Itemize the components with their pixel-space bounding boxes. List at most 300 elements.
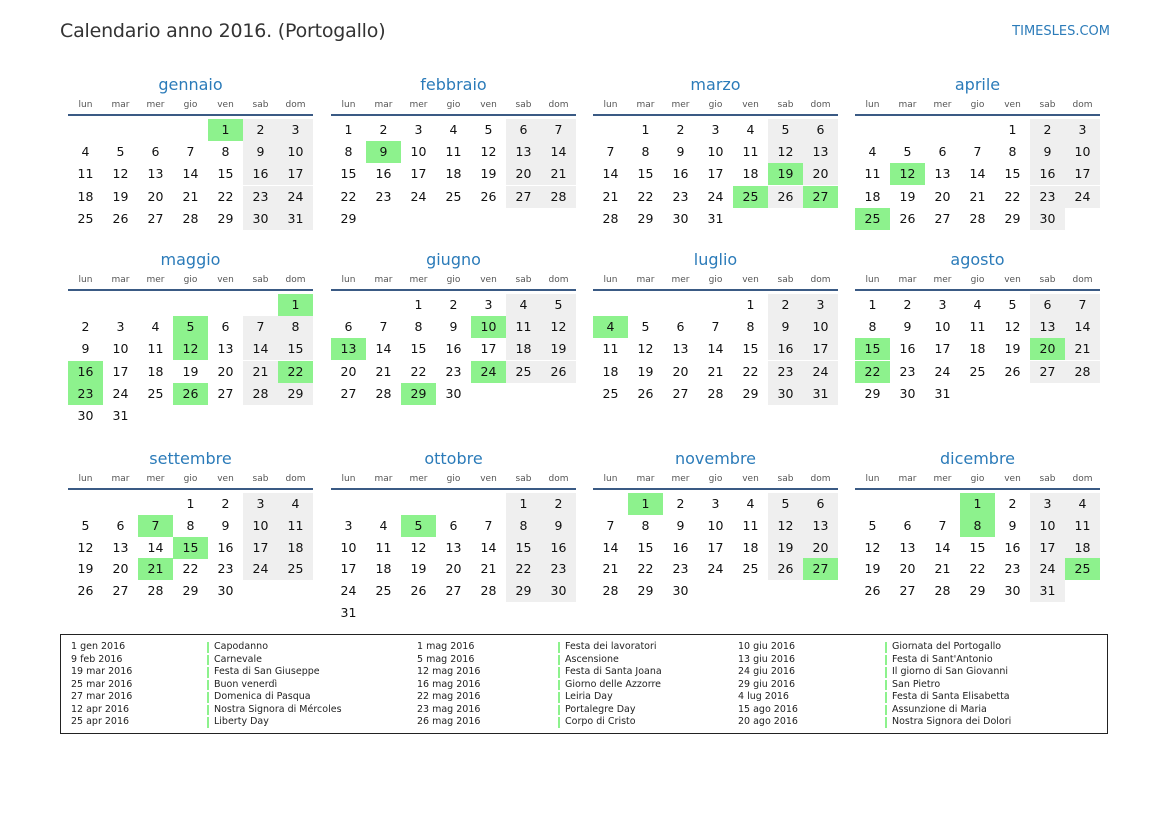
- day-cell: 31: [112, 408, 129, 423]
- day-cell: 17: [340, 561, 357, 577]
- legend-row: [61, 666, 1101, 679]
- day-cell: 6: [676, 319, 685, 335]
- day-cell: 16: [672, 539, 689, 555]
- day-cell: 10: [278, 141, 313, 163]
- day-cell: 14: [602, 166, 619, 182]
- day-cell: 25: [855, 208, 890, 230]
- month-divider: [855, 289, 1100, 291]
- day-cell: 23: [217, 561, 234, 577]
- day-cell: 18: [864, 188, 881, 204]
- day-cell: 2: [449, 297, 458, 312]
- day-cell: 14: [375, 341, 392, 357]
- day-cell: 28: [375, 385, 392, 401]
- day-cell: 27: [899, 583, 916, 599]
- day-cell: 2: [768, 294, 803, 316]
- holiday-legend: [60, 634, 1108, 734]
- legend-row: [61, 716, 1101, 729]
- day-cell: 1: [746, 297, 755, 312]
- day-cell: 17: [112, 363, 129, 379]
- day-cell: 29: [340, 210, 357, 226]
- day-cell: 24: [410, 188, 427, 204]
- day-cell: 4: [151, 319, 160, 335]
- day-cell: 18: [742, 539, 759, 555]
- day-cell: 27: [803, 186, 838, 208]
- day-cell: 13: [217, 341, 234, 357]
- weekday-label: lun: [341, 100, 356, 110]
- day-cell: 15: [637, 166, 654, 182]
- day-cell: 9: [81, 341, 90, 357]
- day-cell: 21: [602, 561, 619, 577]
- holiday-name: Giornata del Portogallo: [892, 641, 1002, 652]
- day-cell: 9: [1030, 141, 1065, 163]
- day-cell: 24: [112, 385, 129, 401]
- day-cell: 6: [221, 319, 230, 335]
- day-cell: 9: [243, 141, 278, 163]
- weekday-label: ven: [1004, 474, 1021, 484]
- holiday-name: Liberty Day: [214, 716, 269, 727]
- legend-column: [61, 641, 1101, 729]
- site-link[interactable]: TIMESLES.COM: [1012, 24, 1110, 39]
- day-cell: 3: [116, 319, 125, 335]
- day-cell: 10: [410, 144, 427, 160]
- day-cell: 9: [676, 144, 685, 160]
- day-cell: 7: [606, 517, 615, 533]
- day-cell: 10: [934, 319, 951, 335]
- day-cell: 6: [506, 119, 541, 141]
- day-cell: 27: [803, 558, 838, 580]
- day-cell: 23: [899, 363, 916, 379]
- day-cell: 10: [1065, 141, 1100, 163]
- day-cell: 27: [340, 385, 357, 401]
- day-cell: 27: [1030, 361, 1065, 383]
- day-cell: 12: [480, 144, 497, 160]
- month-divider: [855, 114, 1100, 116]
- weekday-label: mar: [111, 100, 130, 110]
- day-cell: 5: [903, 144, 912, 160]
- day-cell: 27: [112, 583, 129, 599]
- day-cell: 28: [541, 186, 576, 208]
- day-cell: 12: [1004, 319, 1021, 335]
- day-cell: 2: [81, 319, 90, 335]
- day-cell: 9: [676, 517, 685, 533]
- holiday-name: Festa di Sant'Antonio: [892, 653, 993, 665]
- day-cell: 14: [1065, 316, 1100, 338]
- day-cell: 10: [471, 316, 506, 338]
- weekday-label: ven: [480, 100, 497, 110]
- day-cell: 8: [641, 144, 650, 160]
- day-cell: 7: [606, 144, 615, 160]
- day-cell: 19: [1004, 341, 1021, 357]
- month-divider: [68, 488, 313, 490]
- day-cell: 1: [1008, 122, 1017, 137]
- day-cell: 1: [344, 122, 353, 137]
- weekday-label: mar: [898, 474, 917, 484]
- day-cell: 17: [410, 166, 427, 182]
- holiday-date: 20 ago 2016: [738, 716, 798, 727]
- weekday-label: ven: [1004, 275, 1021, 285]
- weekday-label: ven: [217, 275, 234, 285]
- day-cell: 24: [340, 583, 357, 599]
- day-cell: 2: [676, 122, 685, 137]
- day-cell: 10: [803, 316, 838, 338]
- day-cell: 5: [81, 517, 90, 533]
- legend-row: [61, 704, 1101, 717]
- holiday-name: San Pietro: [892, 678, 941, 690]
- weekday-label: mar: [374, 275, 393, 285]
- day-cell: 30: [899, 385, 916, 401]
- day-cell: 24: [471, 361, 506, 383]
- month-divider: [593, 114, 838, 116]
- day-cell: 23: [1004, 561, 1021, 577]
- weekday-label: lun: [341, 474, 356, 484]
- day-cell: 11: [278, 515, 313, 537]
- weekday-label: mer: [671, 275, 690, 285]
- day-cell: 19: [899, 188, 916, 204]
- day-cell: 18: [375, 561, 392, 577]
- day-cell: 29: [742, 385, 759, 401]
- weekday-label: gio: [708, 275, 723, 285]
- weekday-label: lun: [865, 275, 880, 285]
- day-cell: 10: [112, 341, 129, 357]
- day-cell: 2: [1030, 119, 1065, 141]
- day-cell: 24: [934, 363, 951, 379]
- day-cell: 18: [77, 188, 94, 204]
- weekday-label: lun: [78, 474, 93, 484]
- day-cell: 17: [934, 341, 951, 357]
- day-cell: 28: [602, 583, 619, 599]
- holiday-name: Festa di Santa Joana: [565, 666, 662, 677]
- day-cell: 9: [221, 517, 230, 533]
- day-cell: 11: [742, 517, 759, 533]
- weekday-label: mar: [636, 474, 655, 484]
- holiday-name: Buon venerdì: [214, 678, 278, 690]
- day-cell: 4: [81, 144, 90, 160]
- day-cell: 5: [173, 316, 208, 338]
- day-cell: 5: [768, 119, 803, 141]
- day-cell: 24: [707, 561, 724, 577]
- weekday-label: mar: [374, 100, 393, 110]
- day-cell: 13: [1030, 316, 1065, 338]
- month-divider: [331, 114, 576, 116]
- weekday-label: mar: [636, 100, 655, 110]
- holiday-name: Nostra Signora dei Dolori: [892, 716, 1012, 727]
- day-cell: 10: [707, 517, 724, 533]
- holiday-date: 24 giu 2016: [738, 666, 795, 677]
- weekday-label: sab: [777, 100, 794, 110]
- weekday-label: dom: [548, 474, 569, 484]
- weekday-label: lun: [865, 100, 880, 110]
- weekday-label: gio: [708, 100, 723, 110]
- day-cell: 18: [742, 166, 759, 182]
- day-cell: 15: [506, 537, 541, 559]
- day-cell: 14: [707, 341, 724, 357]
- day-cell: 27: [506, 186, 541, 208]
- day-cell: 19: [77, 561, 94, 577]
- day-cell: 10: [243, 515, 278, 537]
- day-cell: 28: [1065, 361, 1100, 383]
- month-calendar: [593, 448, 838, 648]
- day-cell: 8: [746, 319, 755, 335]
- day-cell: 25: [375, 583, 392, 599]
- holiday-date: 1 gen 2016: [71, 641, 126, 652]
- day-cell: 4: [746, 122, 755, 137]
- weekday-label: lun: [78, 100, 93, 110]
- day-cell: 7: [379, 319, 388, 335]
- day-cell: 23: [672, 188, 689, 204]
- holiday-date: 29 giu 2016: [738, 678, 795, 690]
- day-cell: 23: [541, 558, 576, 580]
- day-cell: 22: [742, 363, 759, 379]
- weekday-label: sab: [777, 474, 794, 484]
- day-cell: 23: [1030, 186, 1065, 208]
- weekday-label: mer: [146, 100, 165, 110]
- weekday-label: dom: [1072, 275, 1093, 285]
- month-calendar: [593, 249, 838, 449]
- month-divider: [331, 289, 576, 291]
- day-cell: 6: [803, 493, 838, 515]
- day-cell: 7: [243, 316, 278, 338]
- day-cell: 19: [112, 188, 129, 204]
- day-cell: 12: [864, 539, 881, 555]
- day-cell: 12: [637, 341, 654, 357]
- day-cell: 7: [1065, 294, 1100, 316]
- day-cell: 23: [243, 186, 278, 208]
- weekday-label: mer: [933, 474, 952, 484]
- day-cell: 15: [278, 338, 313, 360]
- weekday-label: lun: [603, 474, 618, 484]
- day-cell: 21: [182, 188, 199, 204]
- day-cell: 12: [410, 539, 427, 555]
- month-name: novembre: [674, 449, 757, 468]
- day-cell: 20: [899, 561, 916, 577]
- day-cell: 15: [742, 341, 759, 357]
- weekday-label: gio: [183, 275, 198, 285]
- day-cell: 5: [1008, 297, 1017, 312]
- day-cell: 18: [445, 166, 462, 182]
- day-cell: 24: [278, 186, 313, 208]
- day-cell: 30: [1004, 583, 1021, 599]
- day-cell: 25: [733, 186, 768, 208]
- weekday-label: ven: [742, 474, 759, 484]
- day-cell: 22: [969, 561, 986, 577]
- day-cell: 13: [803, 141, 838, 163]
- weekday-label: mar: [898, 275, 917, 285]
- day-cell: 29: [401, 383, 436, 405]
- day-cell: 7: [138, 515, 173, 537]
- day-cell: 17: [278, 163, 313, 185]
- day-cell: 3: [484, 297, 493, 312]
- day-cell: 20: [803, 163, 838, 185]
- day-cell: 5: [541, 294, 576, 316]
- holiday-name: Il giorno di San Giovanni: [892, 666, 1009, 677]
- day-cell: 15: [173, 537, 208, 559]
- day-cell: 12: [112, 166, 129, 182]
- day-cell: 7: [711, 319, 720, 335]
- day-cell: 26: [173, 383, 208, 405]
- month-calendar: [68, 448, 313, 648]
- day-cell: 21: [934, 561, 951, 577]
- day-cell: 22: [182, 561, 199, 577]
- day-cell: 19: [410, 561, 427, 577]
- weekday-label: mer: [146, 474, 165, 484]
- day-cell: 9: [768, 316, 803, 338]
- month-calendar: [331, 249, 576, 449]
- day-cell: 20: [147, 188, 164, 204]
- holiday-name: Festa dei lavoratori: [565, 641, 657, 652]
- day-cell: 13: [331, 338, 366, 360]
- day-cell: 11: [147, 341, 164, 357]
- day-cell: 12: [890, 163, 925, 185]
- day-cell: 8: [344, 144, 353, 160]
- day-cell: 20: [112, 561, 129, 577]
- holiday-date: 12 apr 2016: [71, 703, 130, 715]
- weekday-label: gio: [183, 100, 198, 110]
- month-calendar: [855, 448, 1100, 648]
- weekday-label: ven: [480, 275, 497, 285]
- day-cell: 31: [278, 208, 313, 230]
- day-cell: 6: [116, 517, 125, 533]
- day-cell: 30: [1030, 208, 1065, 230]
- day-cell: 29: [217, 210, 234, 226]
- day-cell: 10: [340, 539, 357, 555]
- day-cell: 18: [969, 341, 986, 357]
- weekday-label: ven: [480, 474, 497, 484]
- day-cell: 19: [768, 163, 803, 185]
- day-cell: 11: [969, 319, 986, 335]
- day-cell: 8: [186, 517, 195, 533]
- weekday-label: sab: [1039, 474, 1056, 484]
- legend-row: [61, 691, 1101, 704]
- holiday-name: Ascensione: [565, 653, 619, 665]
- day-cell: 15: [969, 539, 986, 555]
- holiday-name: Domenica di Pasqua: [214, 691, 311, 702]
- weekday-label: gio: [970, 474, 985, 484]
- holiday-date: 1 mag 2016: [417, 641, 475, 652]
- day-cell: 20: [672, 363, 689, 379]
- weekday-label: gio: [446, 474, 461, 484]
- day-cell: 15: [410, 341, 427, 357]
- day-cell: 26: [768, 558, 803, 580]
- day-cell: 21: [541, 163, 576, 185]
- weekday-label: mar: [898, 100, 917, 110]
- day-cell: 9: [449, 319, 458, 335]
- holiday-date: 16 mag 2016: [417, 678, 481, 690]
- month-name: settembre: [149, 449, 232, 468]
- day-cell: 3: [803, 294, 838, 316]
- day-cell: 19: [864, 561, 881, 577]
- day-cell: 16: [1030, 163, 1065, 185]
- day-cell: 9: [366, 141, 401, 163]
- weekday-label: ven: [742, 275, 759, 285]
- day-cell: 9: [1008, 517, 1017, 533]
- day-cell: 23: [672, 561, 689, 577]
- day-cell: 14: [480, 539, 497, 555]
- day-cell: 8: [221, 144, 230, 160]
- day-cell: 3: [344, 517, 353, 533]
- day-cell: 13: [899, 539, 916, 555]
- day-cell: 27: [217, 385, 234, 401]
- month-name: luglio: [693, 250, 738, 269]
- day-cell: 6: [151, 144, 160, 160]
- day-cell: 7: [186, 144, 195, 160]
- day-cell: 2: [541, 493, 576, 515]
- day-cell: 14: [602, 539, 619, 555]
- holiday-name: Portalegre Day: [565, 703, 636, 715]
- day-cell: 28: [182, 210, 199, 226]
- day-cell: 29: [969, 583, 986, 599]
- day-cell: 21: [480, 561, 497, 577]
- day-cell: 2: [221, 496, 230, 511]
- day-cell: 25: [969, 363, 986, 379]
- day-cell: 16: [1004, 539, 1021, 555]
- day-cell: 1: [628, 493, 663, 515]
- day-cell: 19: [182, 363, 199, 379]
- day-cell: 26: [864, 583, 881, 599]
- holiday-date: 13 giu 2016: [738, 653, 795, 665]
- month-name: giugno: [426, 250, 481, 269]
- day-cell: 7: [938, 517, 947, 533]
- weekday-label: gio: [970, 275, 985, 285]
- day-cell: 24: [1030, 558, 1065, 580]
- day-cell: 1: [960, 493, 995, 515]
- day-cell: 25: [742, 561, 759, 577]
- day-cell: 26: [637, 385, 654, 401]
- day-cell: 17: [480, 341, 497, 357]
- day-cell: 14: [243, 338, 278, 360]
- day-cell: 5: [641, 319, 650, 335]
- weekday-label: dom: [285, 474, 306, 484]
- day-cell: 8: [506, 515, 541, 537]
- weekday-label: mer: [671, 474, 690, 484]
- month-divider: [855, 488, 1100, 490]
- day-cell: 4: [449, 122, 458, 137]
- weekday-label: dom: [285, 100, 306, 110]
- holiday-date: 12 mag 2016: [417, 666, 481, 677]
- day-cell: 20: [217, 363, 234, 379]
- day-cell: 11: [445, 144, 462, 160]
- day-cell: 11: [506, 316, 541, 338]
- day-cell: 25: [278, 558, 313, 580]
- holiday-name: Festa di Santa Elisabetta: [892, 691, 1010, 702]
- day-cell: 18: [1065, 537, 1100, 559]
- day-cell: 18: [147, 363, 164, 379]
- day-cell: 3: [1065, 119, 1100, 141]
- weekday-label: mer: [671, 100, 690, 110]
- holiday-name: Carnevale: [214, 653, 262, 665]
- weekday-label: gio: [446, 100, 461, 110]
- day-cell: 4: [973, 297, 982, 312]
- day-cell: 26: [480, 188, 497, 204]
- weekday-label: sab: [515, 275, 532, 285]
- holiday-date: 15 ago 2016: [738, 703, 798, 715]
- day-cell: 3: [278, 119, 313, 141]
- weekday-label: mer: [933, 275, 952, 285]
- day-cell: 25: [1065, 558, 1100, 580]
- month-divider: [331, 488, 576, 490]
- day-cell: 4: [278, 493, 313, 515]
- weekday-label: sab: [1039, 100, 1056, 110]
- day-cell: 5: [484, 122, 493, 137]
- day-cell: 18: [278, 537, 313, 559]
- day-cell: 16: [899, 341, 916, 357]
- day-cell: 26: [1004, 363, 1021, 379]
- day-cell: 23: [445, 363, 462, 379]
- day-cell: 4: [868, 144, 877, 160]
- day-cell: 17: [707, 166, 724, 182]
- day-cell: 7: [484, 517, 493, 533]
- holiday-date: 27 mar 2016: [71, 691, 133, 702]
- day-cell: 16: [243, 163, 278, 185]
